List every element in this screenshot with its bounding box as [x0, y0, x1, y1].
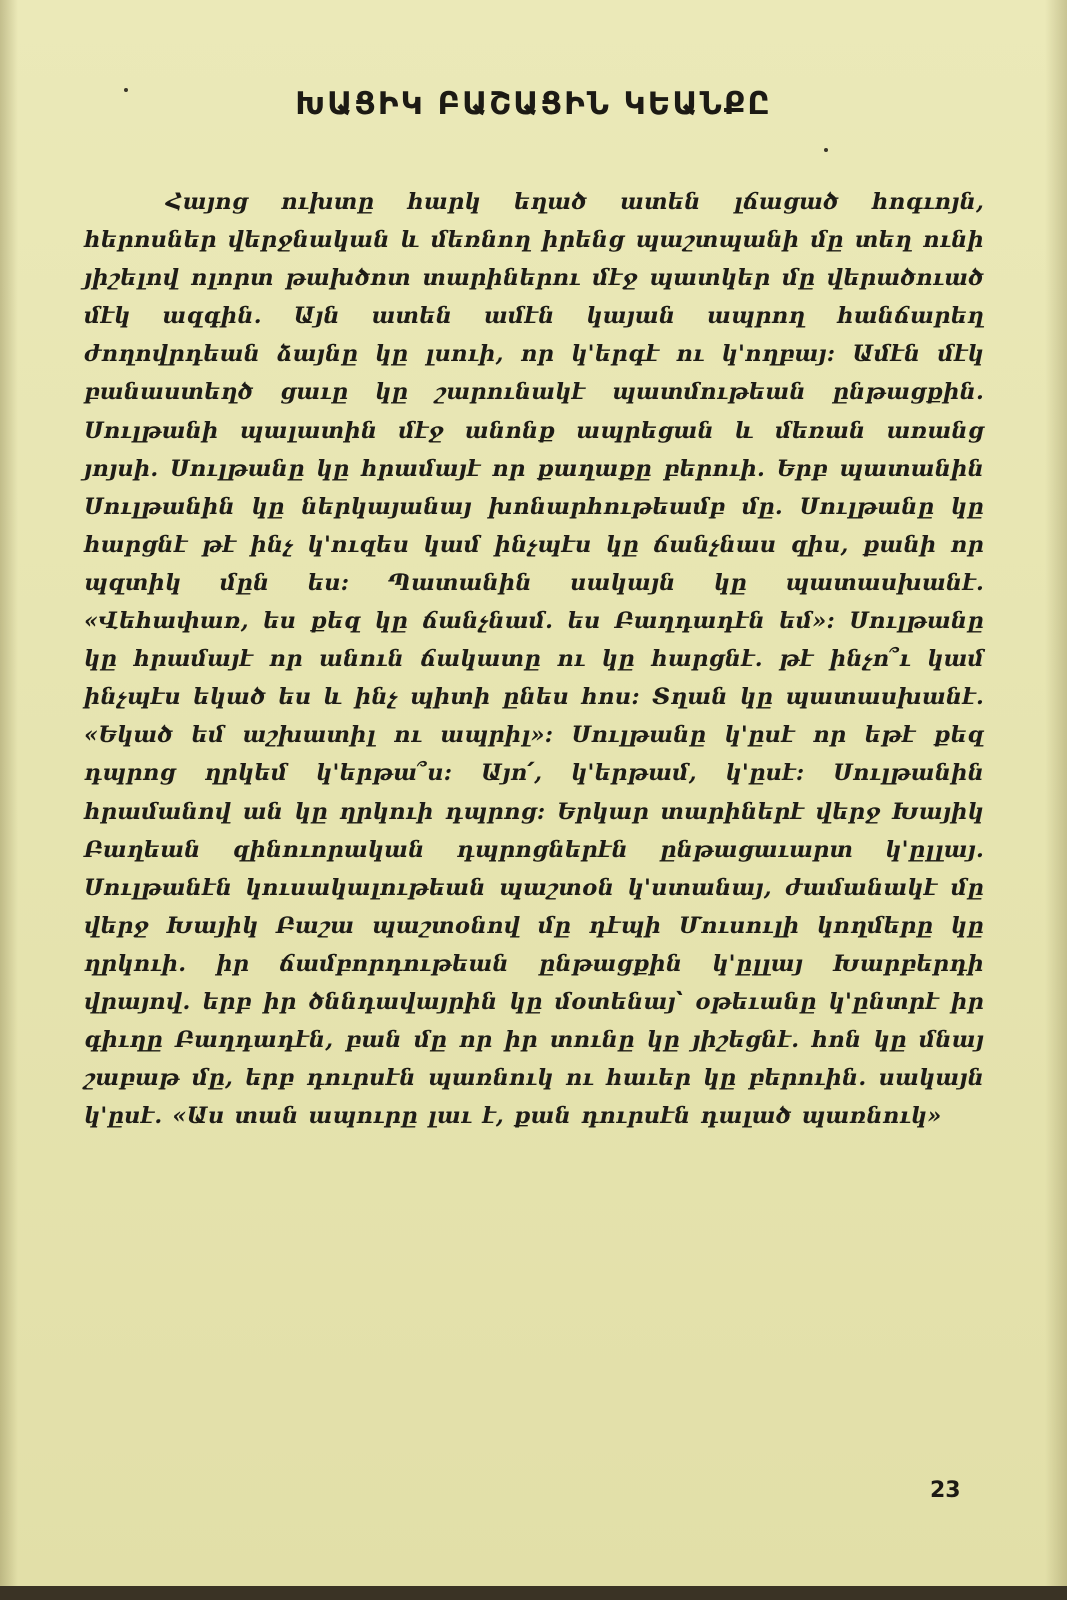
chapter-title: ԽԱՑԻԿ ԲԱՇԱՑԻՆ ԿԵԱՆՔԸ — [295, 86, 772, 122]
ink-speck — [824, 148, 828, 152]
body-paragraph: Հայոց ուխտը հարկ եղած ատեն լճացած հոգւոյն, հերոսներ վերջնական և մեռնող իրենց պաշտպանի մը տեղ ունի յիշելով ոլորտ թախծոտ տարիներու մէջ պատկեր մը վերածուած մէկ ազգին. Այն ատեն ամէն կայան ապրող հանճարեղ ժողովրդեան ձայնը կը լսուի, որ կ'երգէ ու կ'ողբայ: Ամէն մէկ բանաստեղծ ցաւը կը շարունակէ պատմութեան ընթացքին. Սուլթանի պալատին մէջ անոնք ապրեցան և մեռան առանց յոյսի. Սուլթանը կը հրամայէ որ քաղաքը բերուի. Երբ պատանին Սուլթանին կը ներկայանայ խոնարհութեամբ մը. Սուլթանը կը հարցնէ թէ ինչ կ'ուզես կամ ինչպէս կը ճանչնաս զիս, քանի որ պզտիկ մըն ես: Պատանին սակայն կը պատասխանէ. «Վեհափառ, ես քեզ կը ճանչնամ. ես Բաղդադէն եմ»: Սուլթանը կը հրամայէ որ անուն ճակատը ու կը հարցնէ. թէ ինչո՞ւ կամ ինչպէս եկած ես և ինչ պիտի ընես հոս: Տղան կը պատասխանէ. «Եկած եմ աշխատիլ ու ապրիլ»: Սուլթանը կ'ըսէ որ եթէ քեզ դպրոց ղրկեմ կ'երթա՞ս: Այո՛, կ'երթամ, կ'ըսէ: Սուլթանին հրամանով ան կը ղրկուի դպրոց: Երկար տարիներէ վերջ Խայիկ Բաղեան զինուորական դպրոցներէն ընթացաւարտ կ'ըլլայ. Սուլթանէն կուսակալութեան պաշտօն կ'ստանայ, ժամանակէ մը վերջ Խայիկ Բաշա պաշտօնով մը դէպի Մուսուլի կողմերը կը ղրկուի. իր ճամբորդութեան ընթացքին կ'ըլլայ Խարբերդի վրայով. երբ իր ծննդավայրին կը մօտենայ՝ օթեւանը կ'ընտրէ իր գիւղը Բաղդադէն, բան մը որ իր տունը կը յիշեցնէ. հոն կը մնայ շաբաթ մը, երբ դուրսէն պառնուկ ու հաւեր կը բերուին. սակայն կ'ըսէ. «Աս տան ապուրը լաւ է, քան դուրսէն դալած պառնուկ» — [84, 189, 984, 1130]
page-number: 23 — [930, 1478, 961, 1503]
page-edge-shadow-left — [0, 0, 18, 1600]
page-edge-shadow-right — [1045, 0, 1067, 1600]
scan-bottom-edge — [0, 1586, 1067, 1600]
